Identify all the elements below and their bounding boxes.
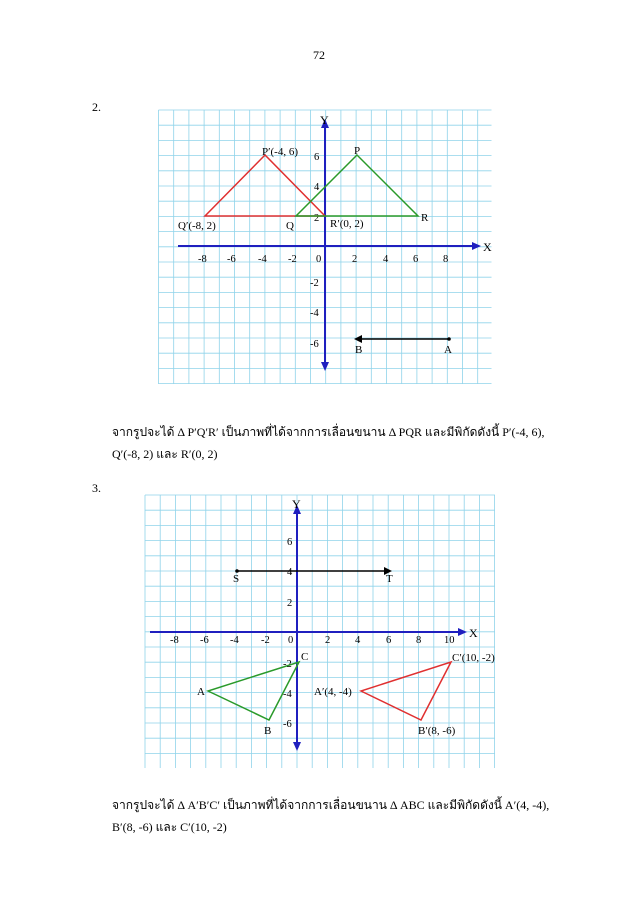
y-tick-label: 6 [314,152,320,163]
label-a: A [197,686,205,698]
x-tick-label: -8 [170,635,179,646]
label-r-prime: R′(0, 2) [330,218,364,230]
x-tick-label: -4 [258,254,267,265]
label-c: C [301,651,309,663]
y-tick-label: -2 [283,659,292,670]
label-b: B [355,344,363,356]
label-c-prime: C′(10, -2) [452,652,495,664]
label-p-prime: P′(-4, 6) [262,146,299,158]
y-axis-arrow-bottom [321,362,329,371]
triangle-a-prime-b-prime-c-prime [361,662,451,720]
page-number: 72 [313,48,325,62]
graph-q2 [150,108,500,388]
y-tick-labels [310,152,320,350]
question-3-line-2: B′(8, -6) และ C′(10, -2) [112,820,227,834]
x-axis-label: X [483,240,492,254]
x-axis-label: X [469,626,478,640]
label-t: T [386,573,393,585]
y-axis-label: Y [320,113,329,127]
y-tick-label: 4 [314,182,320,193]
label-s: S [233,573,240,585]
x-tick-label: 6 [386,635,392,646]
x-tick-label: 4 [383,254,389,265]
label-a: A [444,344,452,356]
x-tick-label: -2 [261,635,270,646]
x-tick-label: 4 [355,635,361,646]
y-axis-label: Y [292,497,301,511]
x-tick-label: 10 [444,635,455,646]
x-tick-label: -8 [198,254,207,265]
graph-q3 [140,490,510,770]
question-2-number: 2. [92,100,101,114]
y-tick-label: -6 [283,719,292,730]
y-tick-label: -2 [310,278,319,289]
question-2-line-1: จากรูปจะได้ Δ P′Q′R′ เป็นภาพที่ได้จากการเลื่อนขนาน Δ PQR และมีพิกัดดังนี้ P′(-4, 6), [112,425,545,439]
label-b: B [264,725,272,737]
x-tick-label: 6 [413,254,419,265]
y-tick-label: -4 [310,308,319,319]
x-tick-label: -4 [230,635,239,646]
y-tick-labels [283,537,293,730]
translation-arrowhead [354,335,362,343]
label-a-prime: A′(4, -4) [314,686,352,698]
question-2-line-2: Q′(-8, 2) และ R′(0, 2) [112,447,218,461]
label-p: P [354,145,361,157]
label-r: R [421,212,429,224]
x-tick-label: 2 [352,254,358,265]
label-q-prime: Q′(-8, 2) [178,220,216,232]
label-b-prime: B′(8, -6) [418,725,456,737]
x-tick-label: 8 [443,254,449,265]
x-tick-label: 8 [416,635,422,646]
x-tick-label: -2 [288,254,297,265]
x-axis-arrow [472,242,481,250]
question-3-line-1: จากรูปจะได้ Δ A′B′C′ เป็นภาพที่ได้จากการเลื่อนขนาน Δ ABC และมีพิกัดดังนี้ A′(4, -4), [112,798,550,812]
y-axis-arrow-bottom [293,742,301,751]
y-tick-label: 2 [287,598,293,609]
y-tick-label: 4 [287,567,293,578]
y-tick-label: 2 [314,213,320,224]
x-tick-label: -6 [227,254,236,265]
y-tick-label: -6 [310,339,319,350]
y-tick-label: 6 [287,537,293,548]
x-tick-label: 0 [288,635,294,646]
x-tick-labels [198,254,448,265]
x-tick-label: -6 [200,635,209,646]
point-a [447,337,451,341]
x-tick-label: 0 [316,254,322,265]
x-tick-label: 2 [325,635,331,646]
label-q: Q [286,220,294,232]
x-axis-arrow [458,628,467,636]
question-3-number: 3. [92,481,101,495]
y-tick-label: -4 [283,689,292,700]
